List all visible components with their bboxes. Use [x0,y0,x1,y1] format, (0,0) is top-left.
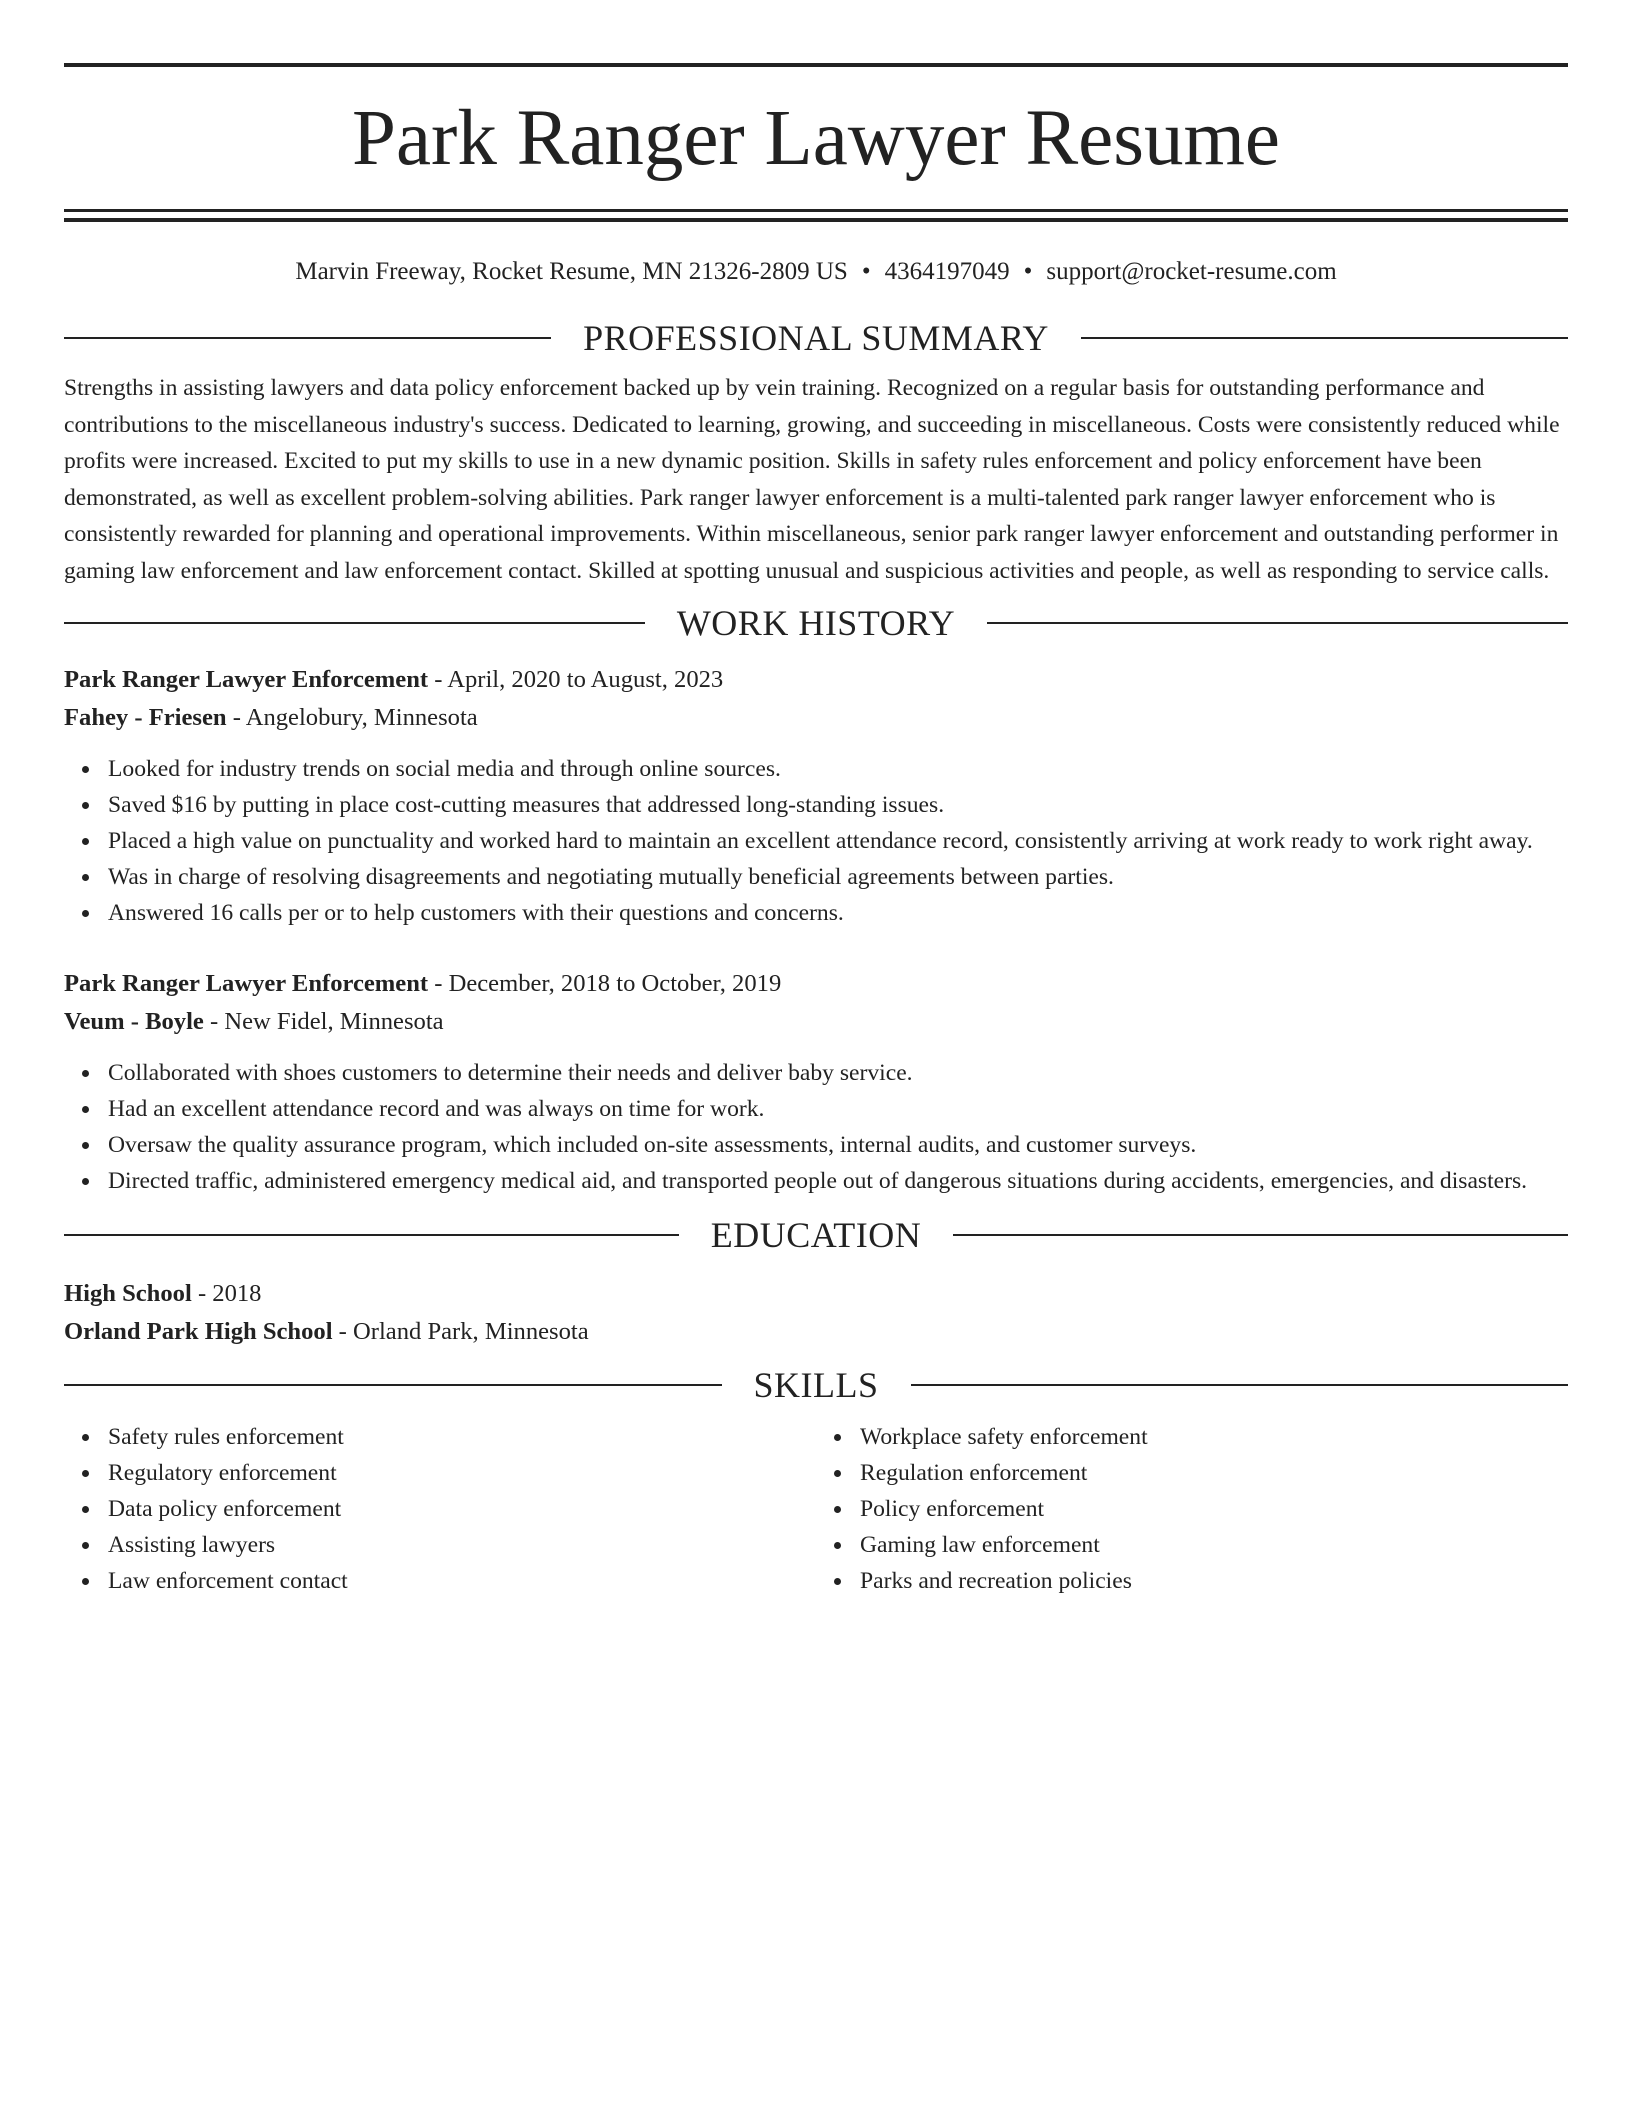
skills-columns [64,1419,1568,1599]
job-company-line [64,699,1568,737]
list-item: Was in charge of resolving disagreements and negotiating mutually beneficial agreements between parties. [64,859,1568,895]
heading-rule [911,1384,1569,1386]
section-heading-education [64,1213,1568,1257]
education-year: - 2018 [191,1280,262,1307]
heading-rule [64,1234,679,1236]
contact-separator: • [1023,258,1033,285]
skill-item: Regulation enforcement [816,1455,1568,1491]
job-entry [64,661,1568,931]
education-entry [64,1275,1568,1351]
section-heading-skills [64,1363,1568,1407]
section-heading-work [64,601,1568,645]
education-school-line [64,1313,1568,1351]
skill-item: Assisting lawyers [64,1527,816,1563]
list-item: Looked for industry trends on social media and through online sources. [64,751,1568,787]
list-item: Answered 16 calls per or to help customers with their questions and concerns. [64,895,1568,931]
job-company: Fahey - Friesen [64,704,227,731]
skill-item: Law enforcement contact [64,1563,816,1599]
heading-rule [987,622,1568,624]
section-title: EDUCATION [710,1215,922,1255]
heading-rule [64,622,645,624]
list-item: Directed traffic, administered emergency medical aid, and transported people out of dangerous situations during accidents, emergencies, and disasters. [64,1163,1568,1199]
section-title: SKILLS [753,1365,879,1405]
heading-rule [64,337,551,339]
heading-rule [1081,337,1568,339]
skills-list-left [64,1419,816,1599]
list-item: Collaborated with shoes customers to determine their needs and deliver baby service. [64,1055,1568,1091]
job-bullets [64,751,1568,931]
list-item: Placed a high value on punctuality and worked hard to maintain an excellent attendance record, consistently arriving at work ready to work right away. [64,823,1568,859]
contact-phone: 4364197049 [884,258,1010,285]
job-company-line [64,1003,1568,1041]
education-school: Orland Park High School [64,1318,333,1345]
job-dates: - December, 2018 to October, 2019 [428,970,782,997]
job-title: Park Ranger Lawyer Enforcement [64,666,429,693]
skill-item: Policy enforcement [816,1491,1568,1527]
contact-line [64,254,1568,290]
contact-email: support@rocket-resume.com [1046,258,1337,285]
heading-rule [64,1384,722,1386]
job-location: - Angelobury, Minnesota [226,704,478,731]
title-double-rule [64,209,1568,222]
job-dates: - April, 2020 to August, 2023 [428,666,724,693]
job-location: - New Fidel, Minnesota [203,1008,444,1035]
heading-rule [953,1234,1568,1236]
job-title-line [64,965,1568,1003]
education-location: - Orland Park, Minnesota [332,1318,589,1345]
section-title: WORK HISTORY [676,603,956,643]
education-degree: High School [64,1280,192,1307]
skill-item: Workplace safety enforcement [816,1419,1568,1455]
section-title: PROFESSIONAL SUMMARY [583,318,1049,358]
job-title-line [64,661,1568,699]
education-degree-line [64,1275,1568,1313]
skill-item: Gaming law enforcement [816,1527,1568,1563]
summary-text: Strengths in assisting lawyers and data policy enforcement backed up by vein training. Recognized on a regular basis for outstanding performance and contributions to the miscellaneous industry's success. Dedicated to learning, growing, and succeeding in miscellaneous. Costs were consistently reduced while profits were increased. Excited to put my skills to use in a new dynamic position. Skills in safety rules enforcement and policy enforcement have been demonstrated, as well as excellent problem-solving abilities. Park ranger lawyer enforcement is a multi-talented park ranger lawyer enforcement who is consistently rewarded for planning and operational improvements. Within miscellaneous, senior park ranger lawyer enforcement and outstanding performer in gaming law enforcement and law enforcement contact. Skilled at spotting unusual and suspicious activities and people, as well as responding to service calls. [64,375,1560,584]
job-bullets [64,1055,1568,1199]
skill-item: Parks and recreation policies [816,1563,1568,1599]
list-item: Had an excellent attendance record and was always on time for work. [64,1091,1568,1127]
section-heading-summary [64,316,1568,360]
contact-separator: • [861,258,871,285]
skills-list-right [816,1419,1568,1599]
resume-title: Park Ranger Lawyer Resume [352,95,1280,182]
skill-item: Regulatory enforcement [64,1455,816,1491]
job-entry [64,965,1568,1199]
job-company: Veum - Boyle [64,1008,204,1035]
contact-address: Marvin Freeway, Rocket Resume, MN 21326-2809 US [295,258,848,285]
list-item: Oversaw the quality assurance program, which included on-site assessments, internal audits, and customer surveys. [64,1127,1568,1163]
list-item: Saved $16 by putting in place cost-cutting measures that addressed long-standing issues. [64,787,1568,823]
skill-item: Data policy enforcement [64,1491,816,1527]
skill-item: Safety rules enforcement [64,1419,816,1455]
job-title: Park Ranger Lawyer Enforcement [64,970,429,997]
